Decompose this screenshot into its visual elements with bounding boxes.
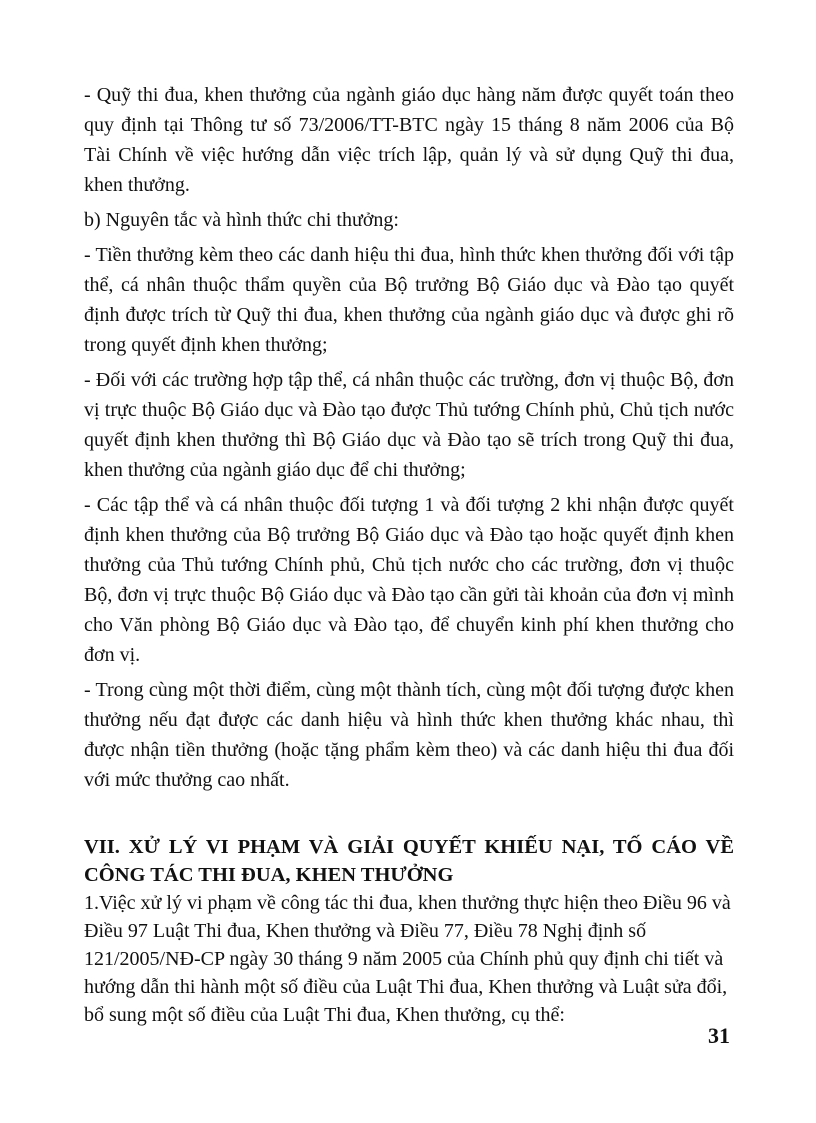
- document-page: [84, 80, 734, 1029]
- paragraph-prime-minister-award: - Đối với các trường hợp tập thể, cá nhân thuộc các trường, đơn vị thuộc Bộ, đơn vị trực thuộc Bộ Giáo dục và Đào tạo được Thủ tướng Chính phủ, Chủ tịch nước quyết định khen thưởng thì Bộ Giáo dục và Đào tạo sẽ trích trong Quỹ thi đua, khen thưởng của ngành giáo dục để chi thưởng;: [84, 369, 734, 481]
- paragraph-highest-reward: - Trong cùng một thời điểm, cùng một thành tích, cùng một đối tượng được khen thưởng nếu đạt được các danh hiệu và hình thức khen thưởng khác nhau, thì được nhận tiền thưởng (hoặc tặng phẩm kèm theo) và các danh hiệu thi đua đối với mức thưởng cao nhất.: [84, 679, 734, 791]
- paragraph-fund-settlement: - Quỹ thi đua, khen thưởng của ngành giáo dục hàng năm được quyết toán theo quy định tại Thông tư số 73/2006/TT-BTC ngày 15 tháng 8 năm 2006 của Bộ Tài Chính về việc hướng dẫn việc trích lập, quản lý và sử dụng Quỹ thi đua, khen thưởng.: [84, 84, 734, 196]
- page-number: 31: [708, 1023, 730, 1048]
- section-heading: VII. XỬ LÝ VI PHẠM VÀ GIẢI QUYẾT KHIẾU NẠI, TỐ CÁO VỀ CÔNG TÁC THI ĐUA, KHEN THƯỞNG: [84, 836, 734, 886]
- paragraph-principles-heading: b) Nguyên tắc và hình thức chi thưởng:: [84, 209, 399, 231]
- section-body: 1.Việc xử lý vi phạm về công tác thi đua, khen thưởng thực hiện theo Điều 96 và Điều 97 Luật Thi đua, Khen thưởng và Điều 77, Điều 78 Nghị định số 121/2005/NĐ-CP ngày 30 tháng 9 năm 2005 của Chính phủ quy định chi tiết và hướng dẫn thi hành một số điều của Luật Thi đua, Khen thưởng và Luật sửa đổi, bổ sung một số điều của Luật Thi đua, Khen thưởng, cụ thể:: [84, 892, 731, 1026]
- paragraph-bank-account: - Các tập thể và cá nhân thuộc đối tượng 1 và đối tượng 2 khi nhận được quyết định khen thưởng của Bộ trưởng Bộ Giáo dục và Đào tạo hoặc quyết định khen thưởng của Thủ tướng Chính phủ, Chủ tịch nước cho các trường, đơn vị thuộc Bộ, đơn vị trực thuộc Bộ Giáo dục và Đào tạo cần gửi tài khoản của đơn vị mình cho Văn phòng Bộ Giáo dục và Đào tạo, để chuyển kinh phí khen thưởng cho đơn vị.: [84, 494, 734, 666]
- paragraph-reward-money: - Tiền thưởng kèm theo các danh hiệu thi đua, hình thức khen thưởng đối với tập thể, cá nhân thuộc thẩm quyền của Bộ trưởng Bộ Giáo dục và Đào tạo quyết định được trích từ Quỹ thi đua, khen thưởng của ngành giáo dục và được ghi rõ trong quyết định khen thưởng;: [84, 244, 734, 356]
